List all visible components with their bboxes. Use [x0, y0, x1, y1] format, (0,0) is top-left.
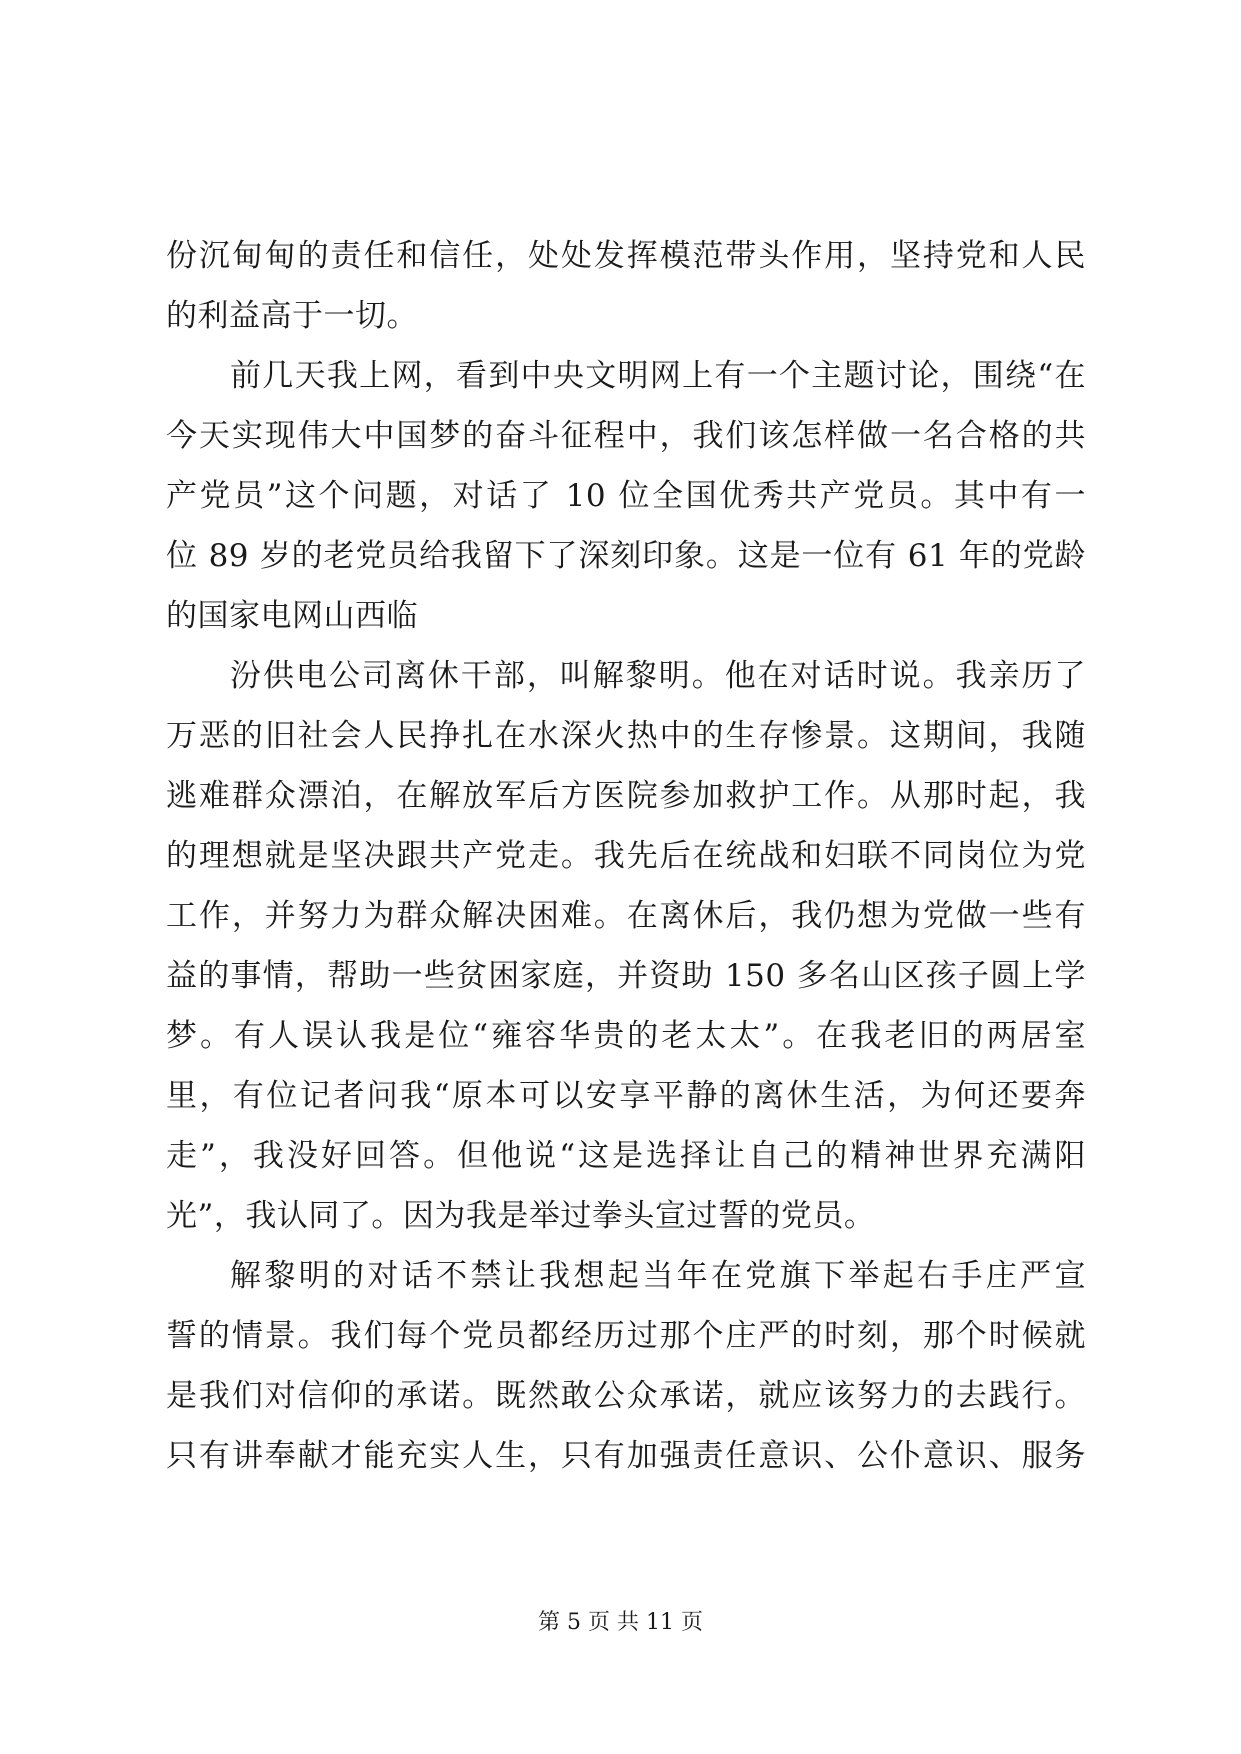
text-line: 产党员”这个问题，对话了 10 位全国优秀共产党员。其中有一	[166, 478, 1086, 514]
text-line: 的国家电网山西临	[166, 598, 418, 634]
text-line: 是我们对信仰的承诺。既然敢公众承诺，就应该努力的去践行。	[166, 1378, 1086, 1414]
text-line: 位 89 岁的老党员给我留下了深刻印象。这是一位有 61 年的党龄	[166, 538, 1086, 574]
text-line: 工作，并努力为群众解决困难。在离休后，我仍想为党做一些有	[166, 898, 1086, 934]
text-line: 益的事情，帮助一些贫困家庭，并资助 150 多名山区孩子圆上学	[166, 958, 1086, 994]
text-line: 份沉甸甸的责任和信任，处处发挥模范带头作用，坚持党和人民	[166, 238, 1086, 274]
text-line: 梦。有人误认我是位“雍容华贵的老太太”。在我老旧的两居室	[166, 1018, 1086, 1054]
text-line: 里，有位记者问我“原本可以安享平静的离休生活，为何还要奔	[166, 1078, 1086, 1114]
text-line: 走”，我没好回答。但他说“这是选择让自己的精神世界充满阳	[166, 1138, 1086, 1174]
text-line: 万恶的旧社会人民挣扎在水深火热中的生存惨景。这期间，我随	[166, 718, 1086, 754]
text-line: 逃难群众漂泊，在解放军后方医院参加救护工作。从那时起，我	[166, 778, 1086, 814]
text-line: 的理想就是坚决跟共产党走。我先后在统战和妇联不同岗位为党	[166, 838, 1086, 874]
text-line: 的利益高于一切。	[166, 298, 418, 334]
text-line: 誓的情景。我们每个党员都经历过那个庄严的时刻，那个时候就	[166, 1318, 1086, 1354]
text-line: 光”，我认同了。因为我是举过拳头宣过誓的党员。	[166, 1198, 876, 1234]
text-line: 汾供电公司离休干部，叫解黎明。他在对话时说。我亲历了	[230, 658, 1086, 694]
text-line: 今天实现伟大中国梦的奋斗征程中，我们该怎样做一名合格的共	[166, 418, 1086, 454]
page-number-footer: 第 5 页 共 11 页	[538, 1610, 703, 1635]
text-line: 只有讲奉献才能充实人生，只有加强责任意识、公仆意识、服务	[166, 1438, 1086, 1474]
document-body	[166, 226, 1086, 1486]
text-line: 解黎明的对话不禁让我想起当年在党旗下举起右手庄严宣	[230, 1258, 1086, 1294]
text-line: 前几天我上网，看到中央文明网上有一个主题讨论，围绕“在	[230, 358, 1086, 394]
